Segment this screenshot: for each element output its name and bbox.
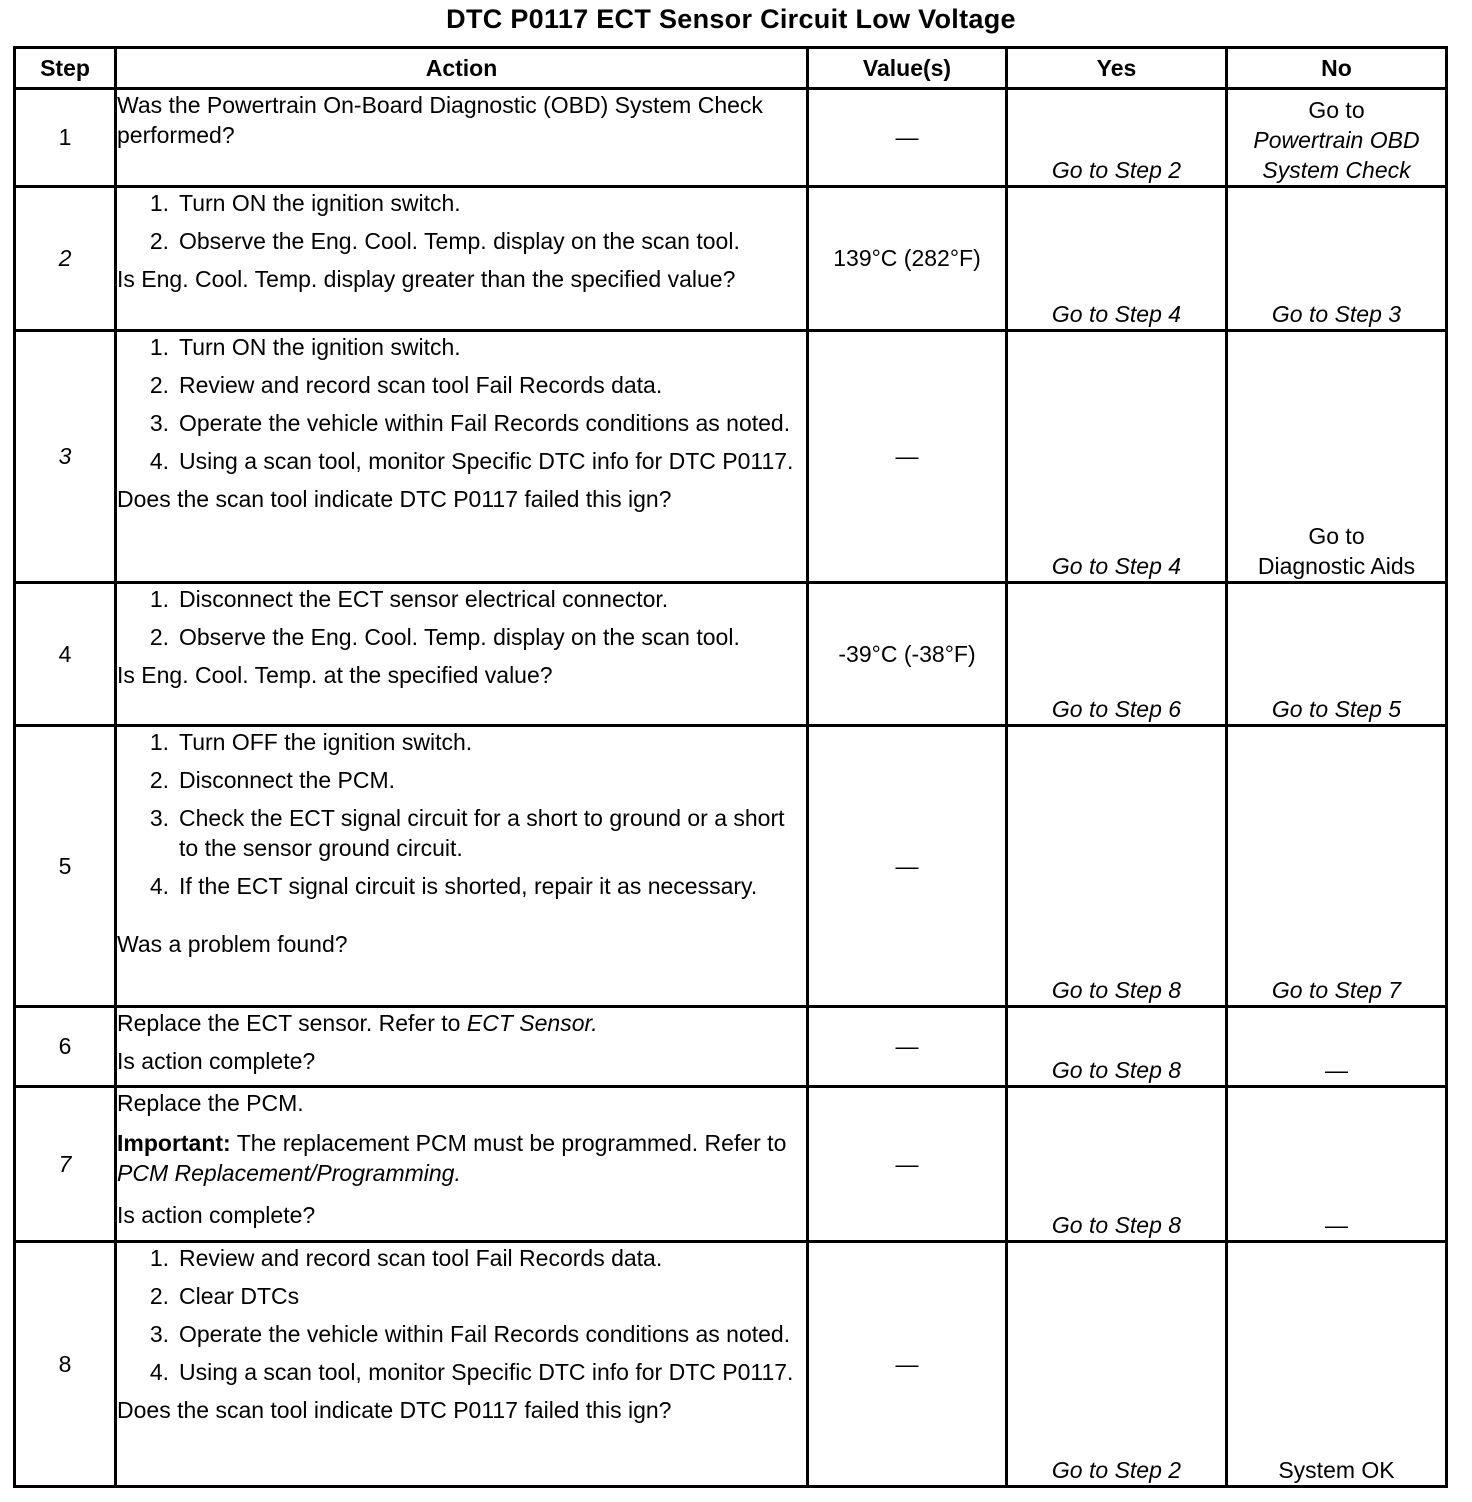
value-cell: — [808, 1007, 1007, 1087]
action-question: Was the Powertrain On-Board Diagnostic (OBD) System Check performed? [117, 92, 763, 148]
action-question: Does the scan tool indicate DTC P0117 failed this ign? [117, 1397, 672, 1423]
action-step: 2. Review and record scan tool Fail Records data. [149, 372, 663, 398]
action-cell [116, 187, 808, 331]
action-cell [116, 1242, 808, 1487]
action-cell [116, 583, 808, 726]
value-cell: — [808, 1087, 1007, 1242]
action-steps [117, 584, 806, 652]
no-link-line: System Check [1262, 157, 1411, 183]
no-link: Go to Step 5 [1271, 696, 1402, 722]
step-number: 6 [15, 1007, 116, 1087]
header-step: Step [15, 48, 116, 89]
no-link: Go to Step 7 [1271, 977, 1402, 1003]
header-no: No [1227, 48, 1447, 89]
yes-link: Go to Step 6 [1051, 696, 1182, 722]
table-row [15, 726, 1447, 1007]
no-link-line: Go to [1308, 97, 1365, 123]
yes-cell [1007, 1242, 1227, 1487]
value-cell: -39°C (-38°F) [808, 583, 1007, 726]
yes-cell [1007, 331, 1227, 583]
action-text: Replace the PCM. [117, 1090, 304, 1116]
action-step: 2. Clear DTCs [149, 1283, 300, 1309]
no-cell: — [1227, 1007, 1447, 1087]
action-steps [117, 332, 806, 476]
action-cell [116, 726, 808, 1007]
table-header-row [15, 48, 1447, 89]
action-question: Does the scan tool indicate DTC P0117 failed this ign? [117, 486, 672, 512]
reference-link: ECT Sensor. [466, 1010, 598, 1036]
step-number: 4 [15, 583, 116, 726]
no-link: Go to Step 3 [1271, 301, 1402, 327]
yes-cell [1007, 726, 1227, 1007]
action-cell [116, 1087, 808, 1242]
action-steps [117, 188, 806, 256]
step-number: 7 [15, 1087, 116, 1242]
action-cell [116, 89, 808, 187]
action-step: 3. Operate the vehicle within Fail Records conditions as noted. [149, 1321, 791, 1347]
action-text: Replace the ECT sensor. Refer to ECT Sensor. [117, 1010, 598, 1036]
table-row [15, 187, 1447, 331]
header-action: Action [116, 48, 808, 89]
step-number: 1 [15, 89, 116, 187]
table-row [15, 89, 1447, 187]
value-cell: — [808, 726, 1007, 1007]
yes-cell [1007, 89, 1227, 187]
action-step: 3. Operate the vehicle within Fail Records conditions as noted. [149, 410, 791, 436]
table-row [15, 583, 1447, 726]
page-title: DTC P0117 ECT Sensor Circuit Low Voltage [446, 4, 1016, 34]
value-cell: — [808, 89, 1007, 187]
yes-link: Go to Step 4 [1051, 301, 1182, 327]
no-link-line: Go to [1308, 523, 1365, 549]
action-step: 4. If the ECT signal circuit is shorted, repair it as necessary. [149, 873, 758, 899]
action-step: 2. Observe the Eng. Cool. Temp. display on the scan tool. [149, 228, 740, 254]
yes-link: Go to Step 8 [1051, 1057, 1182, 1083]
header-values: Value(s) [808, 48, 1007, 89]
action-cell [116, 331, 808, 583]
no-cell [1227, 583, 1447, 726]
step-number: 5 [15, 726, 116, 1007]
no-cell [1227, 187, 1447, 331]
action-step: 1. Turn OFF the ignition switch. [149, 729, 473, 755]
table-row [15, 1007, 1447, 1087]
no-cell: — [1227, 1087, 1447, 1242]
action-step: 1. Turn ON the ignition switch. [149, 334, 461, 360]
action-question: Was a problem found? [117, 931, 348, 957]
action-steps [117, 727, 806, 901]
action-step: 1. Review and record scan tool Fail Records data. [149, 1245, 663, 1271]
yes-link: Go to Step 2 [1051, 157, 1182, 183]
diagnostic-table [13, 46, 1448, 1488]
table-row [15, 1087, 1447, 1242]
action-question: Is Eng. Cool. Temp. at the specified value? [117, 662, 553, 688]
yes-link: Go to Step 2 [1051, 1457, 1182, 1483]
no-link-line: Powertrain OBD [1253, 127, 1420, 153]
no-link-line: Diagnostic Aids [1257, 553, 1416, 579]
yes-cell [1007, 1087, 1227, 1242]
action-cell [116, 1007, 808, 1087]
value-cell: — [808, 1242, 1007, 1487]
yes-cell [1007, 187, 1227, 331]
yes-cell [1007, 583, 1227, 726]
action-step: 2. Observe the Eng. Cool. Temp. display on the scan tool. [149, 624, 740, 650]
yes-cell [1007, 1007, 1227, 1087]
action-step: 4. Using a scan tool, monitor Specific DTC info for DTC P0117. [149, 448, 794, 474]
action-step: 2. Disconnect the PCM. [149, 767, 396, 793]
step-number: 8 [15, 1242, 116, 1487]
yes-link: Go to Step 8 [1051, 977, 1182, 1003]
action-question: Is Eng. Cool. Temp. display greater than the specified value? [117, 266, 736, 292]
action-steps [117, 1243, 806, 1387]
yes-link: Go to Step 4 [1051, 553, 1182, 579]
value-cell: 139°C (282°F) [808, 187, 1007, 331]
no-cell [1227, 726, 1447, 1007]
action-step: 4. Using a scan tool, monitor Specific DTC info for DTC P0117. [149, 1359, 794, 1385]
value-cell: — [808, 331, 1007, 583]
table-row [15, 331, 1447, 583]
no-cell [1227, 89, 1447, 187]
step-number: 2 [15, 187, 116, 331]
action-question: Is action complete? [117, 1048, 316, 1074]
action-step: 1. Disconnect the ECT sensor electrical connector. [149, 586, 669, 612]
header-yes: Yes [1007, 48, 1227, 89]
table-row [15, 1242, 1447, 1487]
step-number: 3 [15, 331, 116, 583]
yes-link: Go to Step 8 [1051, 1212, 1182, 1238]
action-step: 1. Turn ON the ignition switch. [149, 190, 461, 216]
action-step: 3. Check the ECT signal circuit for a short to ground or a short to the sensor ground circuit. [149, 805, 785, 861]
no-cell: System OK [1227, 1242, 1447, 1487]
reference-link: PCM Replacement/Programming. [117, 1160, 461, 1186]
no-cell [1227, 331, 1447, 583]
action-question: Is action complete? [117, 1202, 316, 1228]
important-note: Important: The replacement PCM must be programmed. Refer to PCM Replacement/Programming. [117, 1130, 787, 1186]
